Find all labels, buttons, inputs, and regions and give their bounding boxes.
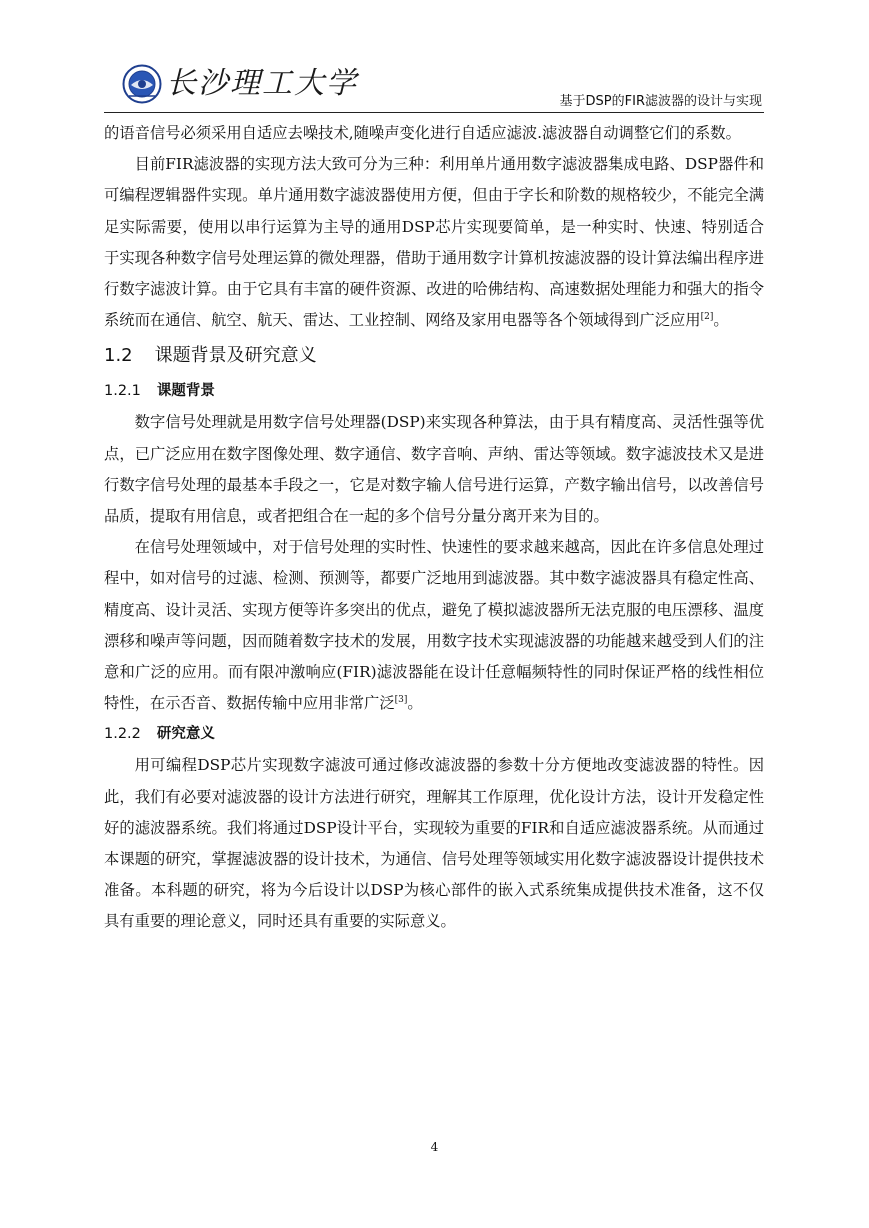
subsection-heading-1-2-2	[104, 719, 764, 750]
page-number: 4	[430, 1140, 439, 1154]
citation-3: [3]	[394, 695, 408, 706]
paragraph-continued: 的语音信号必须采用自适应去噪技术,随噪声变化进行自适应滤波.滤波器自动调整它们的系数。	[104, 124, 741, 142]
citation-2: [2]	[700, 312, 714, 323]
paragraph-significance: 用可编程DSP芯片实现数字滤波可通过修改滤波器的参数十分方便地改变滤波器的特性。因此，我们有必要对滤波器的设计方法进行研究，理解其工作原理，优化设计方法，设计开发稳定性好的滤波器系统。我们将通过DSP设计平台，实现较为重要的FIR和自适应滤波器系统。从而通过本课题的研究，掌握滤波器的设计技术，为通信、信号处理等领域实用化数字滤波器设计提供技术准备。本科题的研究，将为今后设计以DSP为核心部件的嵌入式系统集成提供技术准备，这不仅具有重要的理论意义，同时还具有重要的实际意义。	[104, 756, 764, 931]
subsection-title: 研究意义	[156, 726, 215, 743]
paragraph-fir-implementation	[104, 149, 764, 336]
subsection-number: 1.2.2	[104, 726, 141, 743]
section-title: 课题背景及研究意义	[154, 345, 317, 367]
running-title: 基于DSP的FIR滤波器的设计与实现	[559, 94, 762, 109]
section-heading-1-2	[104, 336, 764, 376]
section-number: 1.2	[104, 345, 133, 367]
paragraph-text: 目前FIR滤波器的实现方法大致可分为三种：利用单片通用数字滤波器集成电路、DSP器件和可编程逻辑器件实现。单片通用数字滤波器使用方便，但由于字长和阶数的规格较少，不能完全满足实际需要，使用以串行运算为主导的通用DSP芯片实现要简单，是一种实时、快速、特别适合于实现各种数字信号处理运算的微处理器，借助于通用数字计算机按滤波器的设计算法编出程序进行数字滤波计算。由于它具有丰富的硬件资源、改进的哈佛结构、高速数据处理能力和强大的指令系统而在通信、航空、航天、雷达、工业控制、网络及家用电器等各个领域得到广泛应用	[104, 155, 764, 330]
page-body	[104, 118, 764, 938]
paragraph-background-2	[104, 532, 764, 719]
paragraph-text: 在信号处理领域中，对于信号处理的实时性、快速性的要求越来越高，因此在许多信息处理过程中，如对信号的过滤、检测、预测等，都要广泛地用到滤波器。其中数字滤波器具有稳定性高、精度高、设计灵活、实现方便等许多突出的优点，避免了模拟滤波器所无法克服的电压漂移、温度漂移和噪声等问题，因而随着数字技术的发展，用数字技术实现滤波器的功能越来越受到人们的注意和广泛的应用。而有限冲激响应(FIR)滤波器能在设计任意幅频特性的同时保证严格的线性相位特性，在示否音、数据传输中应用非常广泛	[104, 538, 764, 713]
page-header	[104, 58, 764, 113]
paragraph-background-1: 数字信号处理就是用数字信号处理器(DSP)来实现各种算法，由于具有精度高、灵活性强等优点，已广泛应用在数字图像处理、数字通信、数字音响、声纳、雷达等领域。数字滤波技术又是进行数字信号处理的最基本手段之一，它是对数字输人信号进行运算，产数字输出信号，以改善信号品质，提取有用信息，或者把组合在一起的多个信号分量分离开来为目的。	[104, 413, 764, 526]
subsection-number: 1.2.1	[104, 383, 141, 400]
university-logo-icon	[122, 64, 162, 104]
university-name: 长沙理工大学	[166, 66, 358, 101]
subsection-title: 课题背景	[156, 383, 215, 400]
sentence-end: 。	[407, 694, 423, 713]
subsection-heading-1-2-1	[104, 376, 764, 407]
sentence-end: 。	[713, 311, 729, 330]
